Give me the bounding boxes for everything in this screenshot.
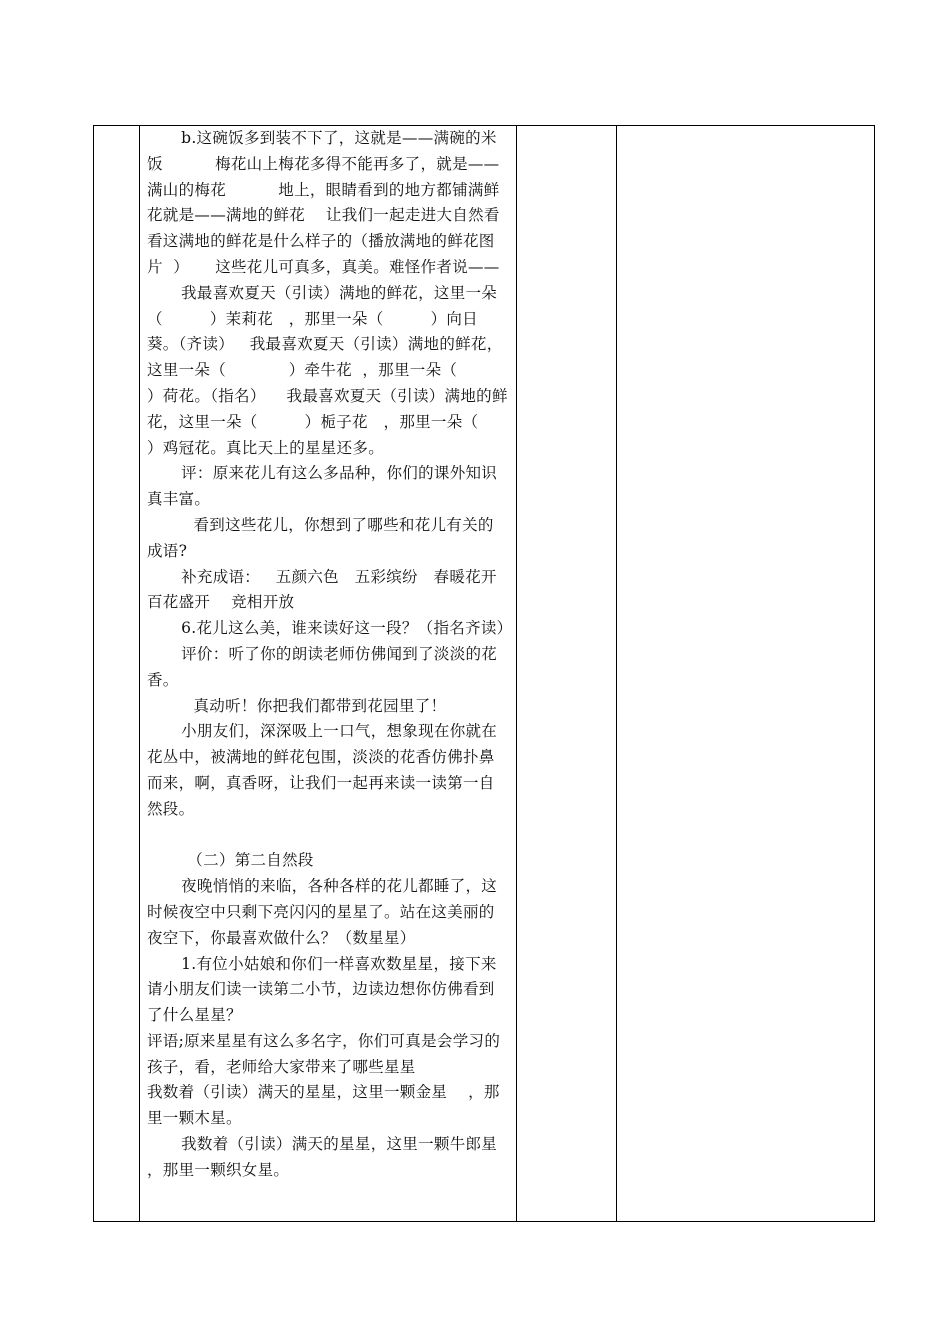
paragraph: 夜晚悄悄的来临，各种各样的花儿都睡了，这时候夜空中只剩下亮闪闪的星星了。站在这美丽的夜空下，你最喜欢做什么？（数星星） (147, 877, 498, 947)
paragraph: 看到这些花儿，你想到了哪些和花儿有关的成语? (147, 515, 494, 560)
paragraph: （二）第二自然段 (187, 851, 314, 870)
paragraph: 评价：听了你的朗读老师仿佛闻到了淡淡的花香。 (147, 644, 498, 689)
empty-cell-left (94, 126, 140, 1222)
teaching-process-cell (140, 126, 531, 1222)
paragraph: 真动听！你把我们都带到花园里了！ (193, 696, 447, 715)
paragraph: 我数着（引读）满天的星星，这里一颗金星 ，那里一颗木星。 (147, 1083, 500, 1128)
paragraph: 1.有位小姑娘和你们一样喜欢数星星，接下来请小朋友们读一读第二小节，边读边想你仿佛看到了什么星星？ (147, 954, 497, 1025)
table-row (94, 126, 875, 1222)
paragraph: 补充成语： 五颜六色 五彩缤纷 春暖花开 百花盛开 竞相开放 (147, 567, 529, 612)
paragraph: 我最喜欢夏天（引读）满地的鲜花，这里一朵（ ）茉莉花 ，那里一朵（ ）向日葵。（齐读） 我最喜欢夏天（引读）满地的鲜花，这里一朵（ ）牵牛花 ，那里一朵（ ）荷花。（指名） 我最喜欢夏天（引读）满地的鲜花，这里一朵（ ）栀子花 ，那里一朵（ ）鸡冠花。真比天上的星星还多。 (147, 283, 531, 457)
empty-cell-middle (517, 126, 617, 1222)
lesson-plan-table (93, 125, 875, 1222)
paragraph: 小朋友们，深深吸上一口气，想象现在你就在花丛中，被满地的鲜花包围，淡淡的花香仿佛扑鼻而来，啊，真香呀，让我们一起再来读一读第一自然段。 (147, 722, 498, 818)
blank-line (147, 823, 509, 849)
paragraph: 评：原来花儿有这么多品种，你们的课外知识真丰富。 (147, 464, 498, 509)
paragraph: 评语;原来星星有这么多名字，你们可真是会学习的孩子，看，老师给大家带来了哪些星星 (147, 1031, 501, 1076)
empty-cell-right (617, 126, 875, 1222)
paragraph: 6.花儿这么美，谁来读好这一段？（指名齐读） (181, 619, 513, 638)
paragraph: b.这碗饭多到装不下了，这就是——满碗的米饭 梅花山上梅花多得不能再多了，就是——满山的梅花 地上，眼睛看到的地方都铺满鲜花就是——满地的鲜花 让我们一起走进大自然看看这满地的鲜花是什么样子的（播放满地的鲜花图片 ） 这些花儿可真多，真美。难怪作者说—— (147, 129, 500, 276)
paragraph: 我数着（引读）满天的星星，这里一颗牛郎星 ，那里一颗织女星。 (147, 1135, 513, 1179)
teaching-content (140, 126, 531, 1184)
